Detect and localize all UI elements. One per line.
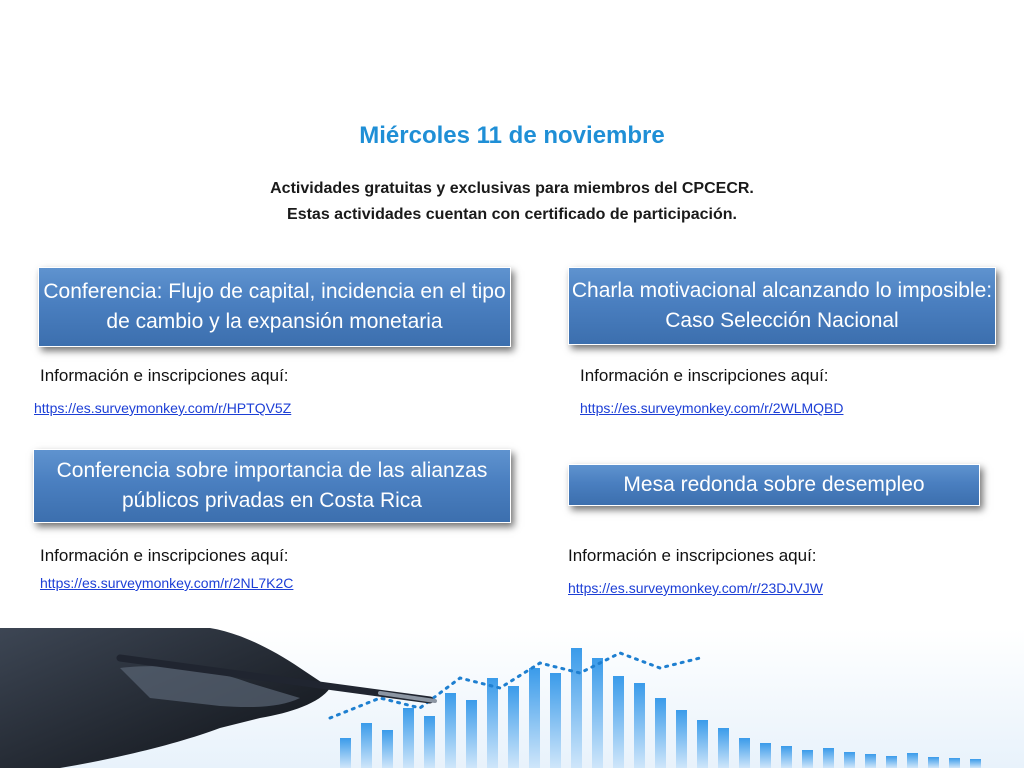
banner-bar [949, 758, 960, 768]
banner-bar [655, 698, 666, 768]
event-title: Charla motivacional alcanzando lo imposible: Caso Selección Nacional [571, 279, 993, 332]
banner-bar [739, 738, 750, 768]
banner-bar [823, 748, 834, 768]
info-label: Información e inscripciones aquí: [40, 546, 289, 565]
page-title: Miércoles 11 de noviembre [359, 122, 665, 149]
banner-bar [613, 676, 624, 768]
banner-bar [361, 723, 372, 768]
event-box-unemployment-roundtable[interactable] [568, 464, 980, 506]
banner-bar [718, 728, 729, 768]
subtitle-line-1: Actividades gratuitas y exclusivas para miembros del CPCECR. [270, 180, 754, 197]
banner-bar [550, 673, 561, 768]
banner-bar [445, 693, 456, 768]
banner-bar [424, 716, 435, 768]
info-label: Información e inscripciones aquí: [568, 546, 817, 565]
event-box-motivational-talk[interactable] [568, 267, 996, 345]
banner-bar [760, 743, 771, 768]
banner-bar [592, 658, 603, 768]
banner-bar [571, 648, 582, 768]
banner-bar [382, 730, 393, 768]
event-title: Mesa redonda sobre desempleo [623, 473, 925, 496]
registration-link[interactable]: https://es.surveymonkey.com/r/2WLMQBD [580, 400, 844, 416]
banner-bar [844, 752, 855, 768]
banner-bar [970, 759, 981, 768]
banner-bar [907, 753, 918, 768]
banner-bar [634, 683, 645, 768]
banner-bar [928, 757, 939, 768]
banner-bar [865, 754, 876, 768]
banner-bar [781, 746, 792, 768]
registration-link[interactable]: https://es.surveymonkey.com/r/23DJVJW [568, 580, 823, 596]
banner-bar [487, 678, 498, 768]
event-title: Conferencia sobre importancia de las alianzas públicos privadas en Costa Rica [56, 459, 488, 512]
banner-bar [886, 756, 897, 768]
info-label: Información e inscripciones aquí: [580, 366, 829, 385]
banner-bar [403, 708, 414, 768]
registration-link[interactable]: https://es.surveymonkey.com/r/2NL7K2C [40, 575, 294, 591]
banner-bar [340, 738, 351, 768]
event-title: Conferencia: Flujo de capital, incidencia en el tipo de cambio y la expansión monetaria [43, 280, 506, 333]
banner-bar [697, 720, 708, 768]
banner-bar [529, 668, 540, 768]
registration-link[interactable]: https://es.surveymonkey.com/r/HPTQV5Z [34, 400, 292, 416]
banner-bar [466, 700, 477, 768]
banner-bar [676, 710, 687, 768]
info-label: Información e inscripciones aquí: [40, 366, 289, 385]
event-box-capital-flow[interactable] [38, 267, 511, 347]
finance-banner-image [0, 628, 1024, 768]
banner-bar [508, 686, 519, 768]
event-box-public-private-alliances[interactable] [33, 449, 511, 523]
subtitle-line-2: Estas actividades cuentan con certificado de participación. [287, 206, 737, 223]
banner-bar [802, 750, 813, 768]
